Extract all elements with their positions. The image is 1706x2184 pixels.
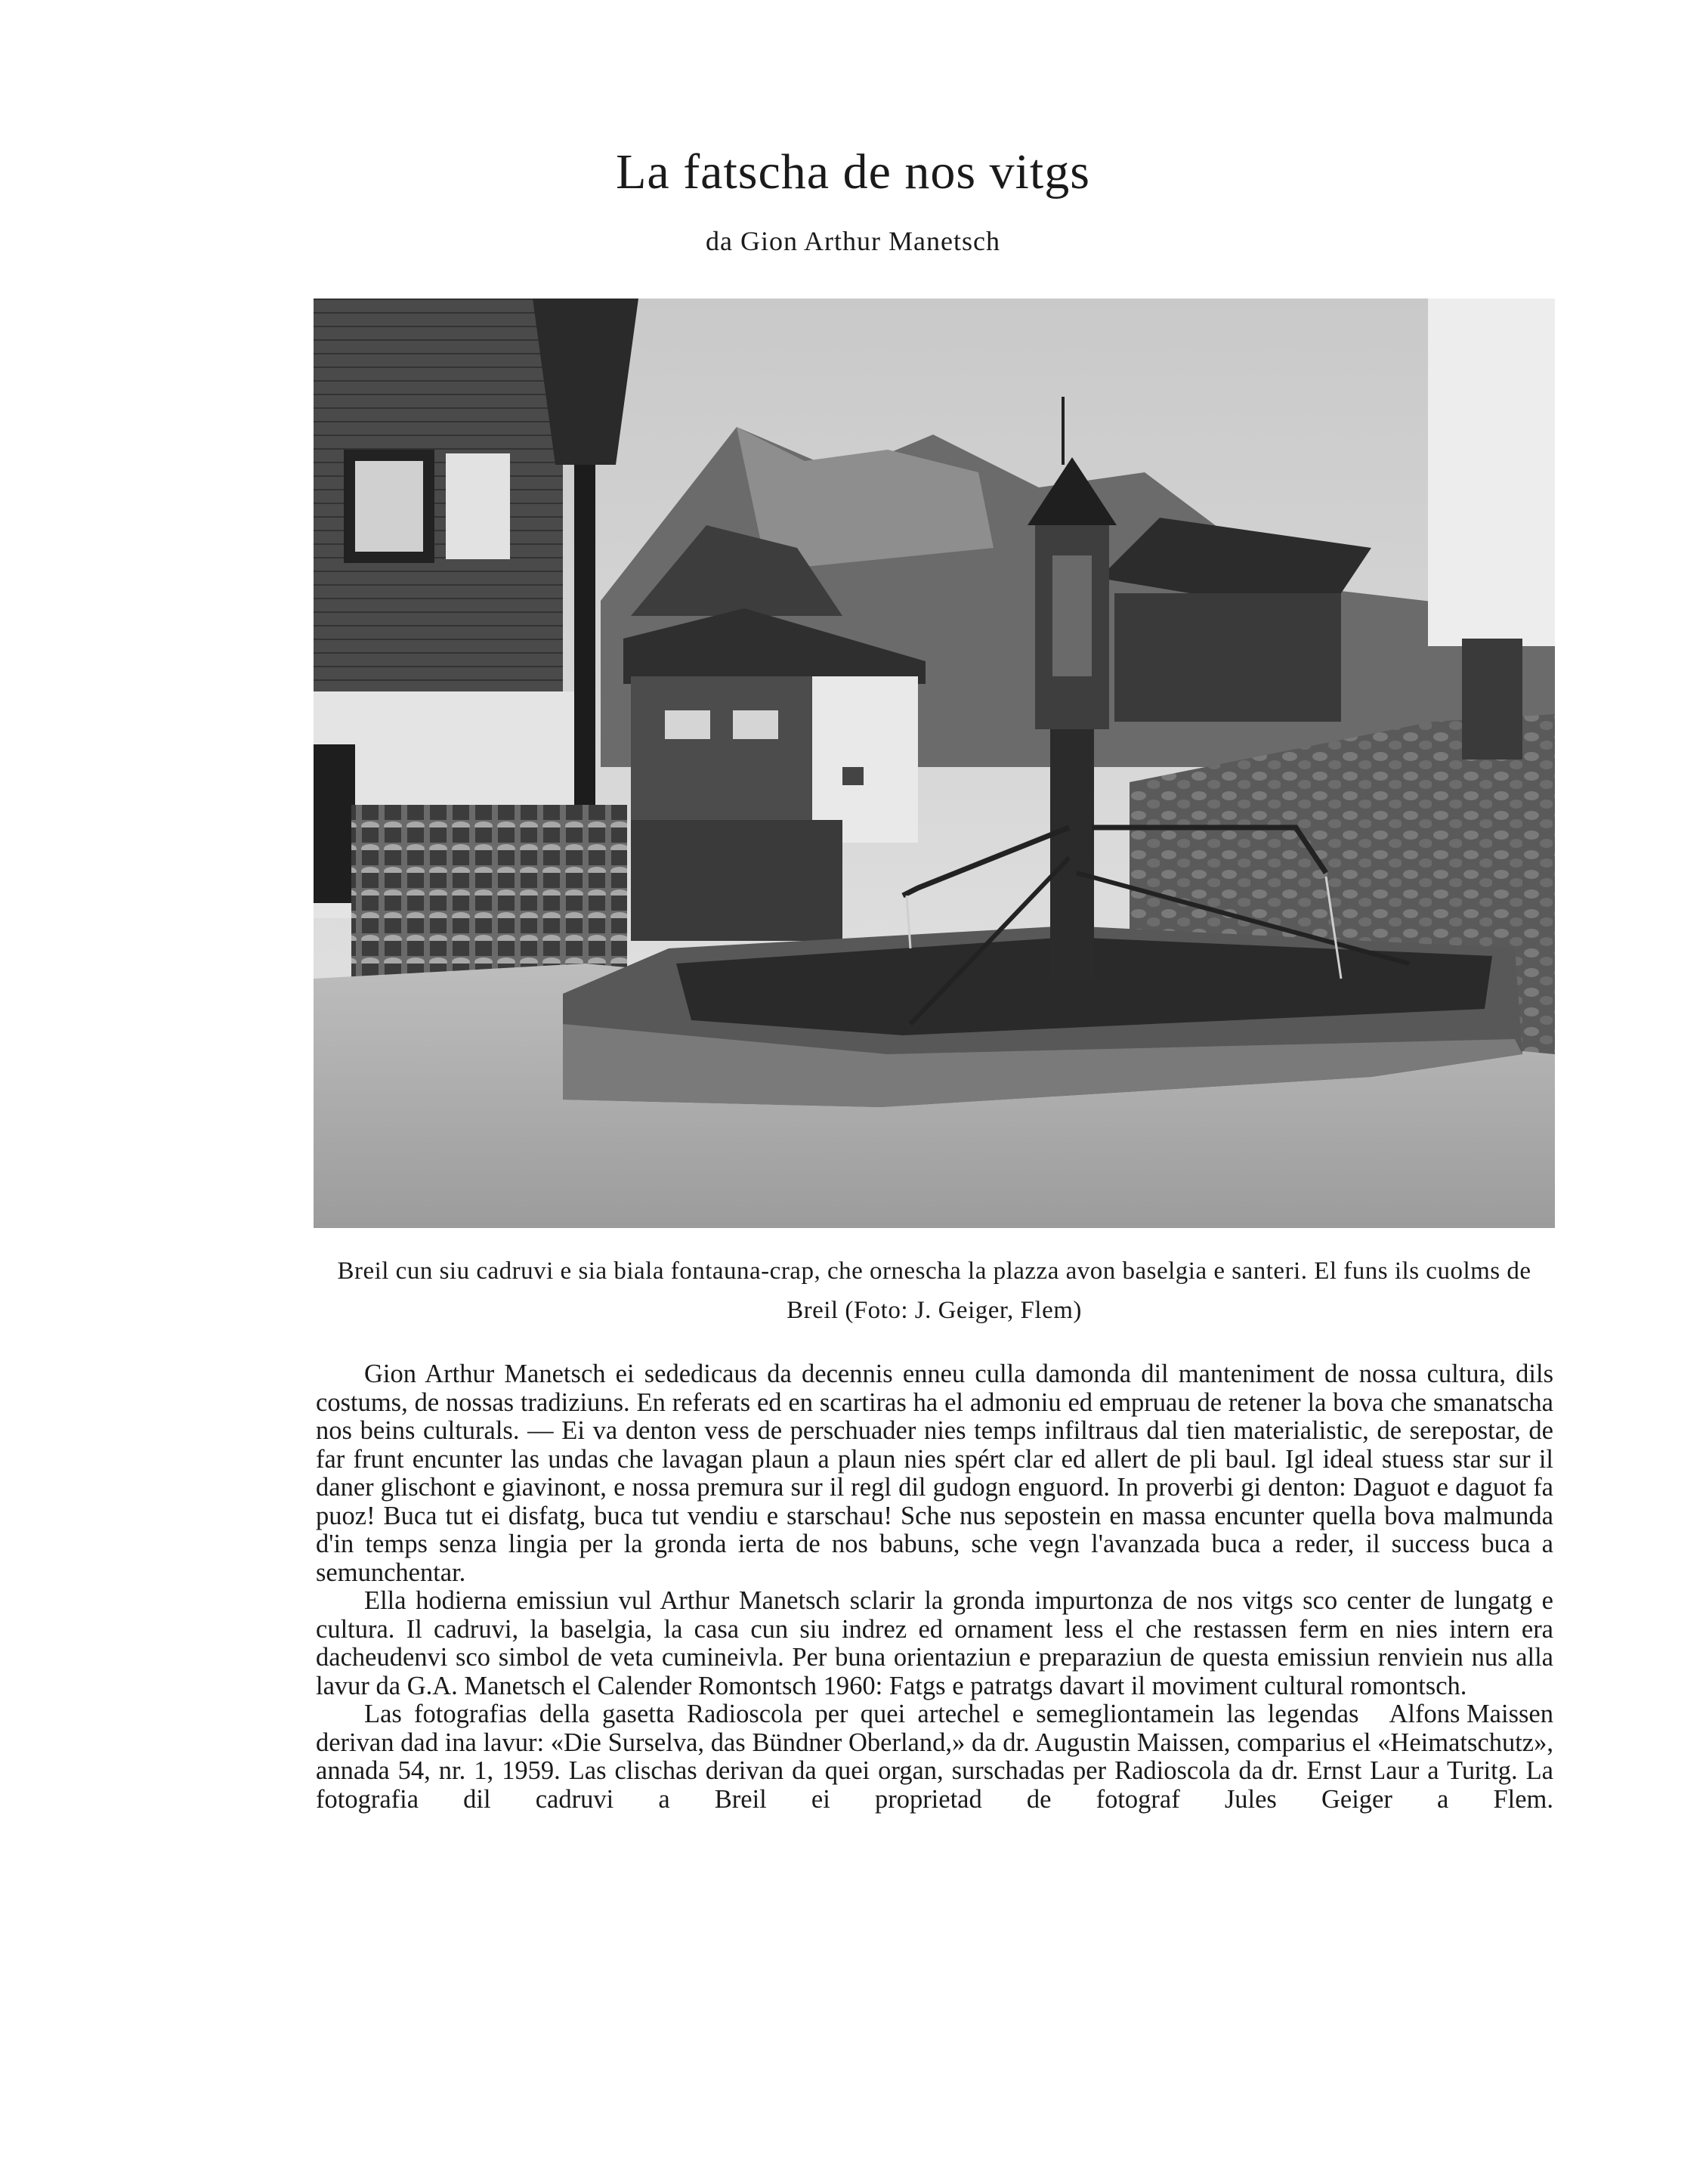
author-signature: Alfons Maissen [1389,1700,1553,1728]
body-paragraph: Ella hodierna emissiun vul Arthur Manetsch sclarir la gronda impurtonza de nos vitgs sco center de lungatg e cultura. Il cadruvi, la baselgia, la casa cun siu indrez ed ornament less el che restassen ferm en nies intern era dacheudenvi sco simbol de veta cumineivla. Per buna orientaziun e preparaziun de questa emissiun renviein nus alla lavur da G.A. Manetsch el Calender Romontsch 1960: Fatgs e patratgs davart il moviment cultural romontsch. [316,1586,1553,1700]
body-paragraph: Gion Arthur Manetsch ei sededicaus da decennis enneu culla damonda dil manteniment de nossa cultura, dils costums, de nossas tradiziuns. En referats ed en scartiras ha el admoniu ed empruau de retener la bova che smanatscha nos beins culturals. — Ei va denton vess de perschuader nies temps infiltraus dal tien materialistic, de serepostar, de far frunt encunter las undas che lavagan plaun a plaun nies spért clar ed allert de pli baul. Igl ideal stuess star sur il daner glischont e giavinont, e nossa premura sur il regl dil gudogn enguord. In proverbi gi denton: Daguot e daguot fa puoz! Buca tut ei disfatg, buca tut vendiu e starschau! Sche nus sepostein en massa encunter quella bova malmunda d'in temps senza lingia per la gronda ierta de nos babuns, sche vegn l'avanzada buca a reder, il success buca a semunchentar. [316,1360,1553,1587]
article-body [316,1360,1553,1814]
photo-caption: Breil cun siu cadruvi e sia biala fontauna-crap, che ornescha la plazza avon baselgia e santeri. El funs ils cuolms de Breil (Foto: J. Geiger, Flem) [337,1258,1531,1324]
village-fountain-photo [314,299,1555,1228]
fountain-photo-image [314,299,1555,1228]
article-byline: da Gion Arthur Manetsch [706,226,1000,256]
body-paragraph [316,1700,1553,1814]
body-paragraph-text: Las fotografias della gasetta Radioscola per quei artechel e semegliontamein las legendas derivan dad ina lavur: «Die Surselva, das Bündner Oberland,» da dr. Augustin Maissen, comparius el «Heimatschutz», annada 54, nr. 1, 1959. Las clischas derivan da quei organ, surschadas per Radioscola da dr. Ernst Laur a Turitg. La fotografia dil cadruvi a Breil ei proprietad de fotograf Jules Geiger a Flem. [316,1700,1553,1814]
article-title: La fatscha de nos vitgs [616,144,1090,200]
